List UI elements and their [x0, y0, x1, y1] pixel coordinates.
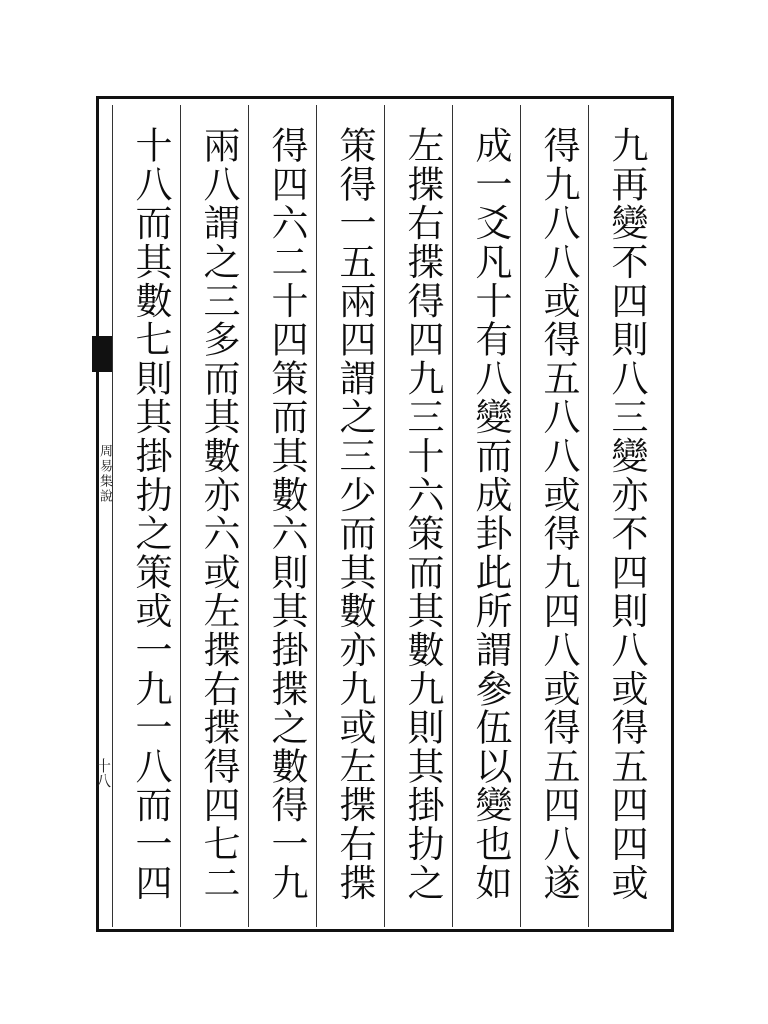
column-rule	[316, 105, 317, 927]
margin-page-number: 十八	[94, 758, 112, 788]
text-column-3: 成一爻凡十有八變而成卦此所謂參伍以變也如	[469, 126, 512, 902]
fishtail-mark	[92, 336, 112, 372]
text-column-4: 左揲右揲得四九三十六策而其數九則其掛扐之	[401, 126, 444, 902]
column-rule	[180, 105, 181, 927]
text-column-1: 九再變不四則八三變亦不四則八或得五四四或	[605, 126, 648, 902]
text-column-7: 兩八謂之三多而其數亦六或左揲右揲得四七二	[197, 126, 240, 902]
text-column-8: 十八而其數七則其掛扐之策或一九一八而一四	[129, 126, 172, 902]
column-rule	[588, 105, 589, 927]
column-rule	[520, 105, 521, 927]
margin-book-title: 周易集說	[97, 444, 112, 504]
text-column-6: 得四六二十四策而其數六則其掛揲之數得一九	[265, 126, 308, 902]
column-rule	[452, 105, 453, 927]
column-rule	[384, 105, 385, 927]
text-column-2: 得九八八或得五八八或得九四八或得五四八遂	[537, 126, 580, 902]
column-rule	[248, 105, 249, 927]
column-rule	[112, 105, 113, 927]
text-column-5: 策得一五兩四謂之三少而其數亦九或左揲右揲	[333, 126, 376, 902]
center-fold-margin	[88, 96, 114, 932]
